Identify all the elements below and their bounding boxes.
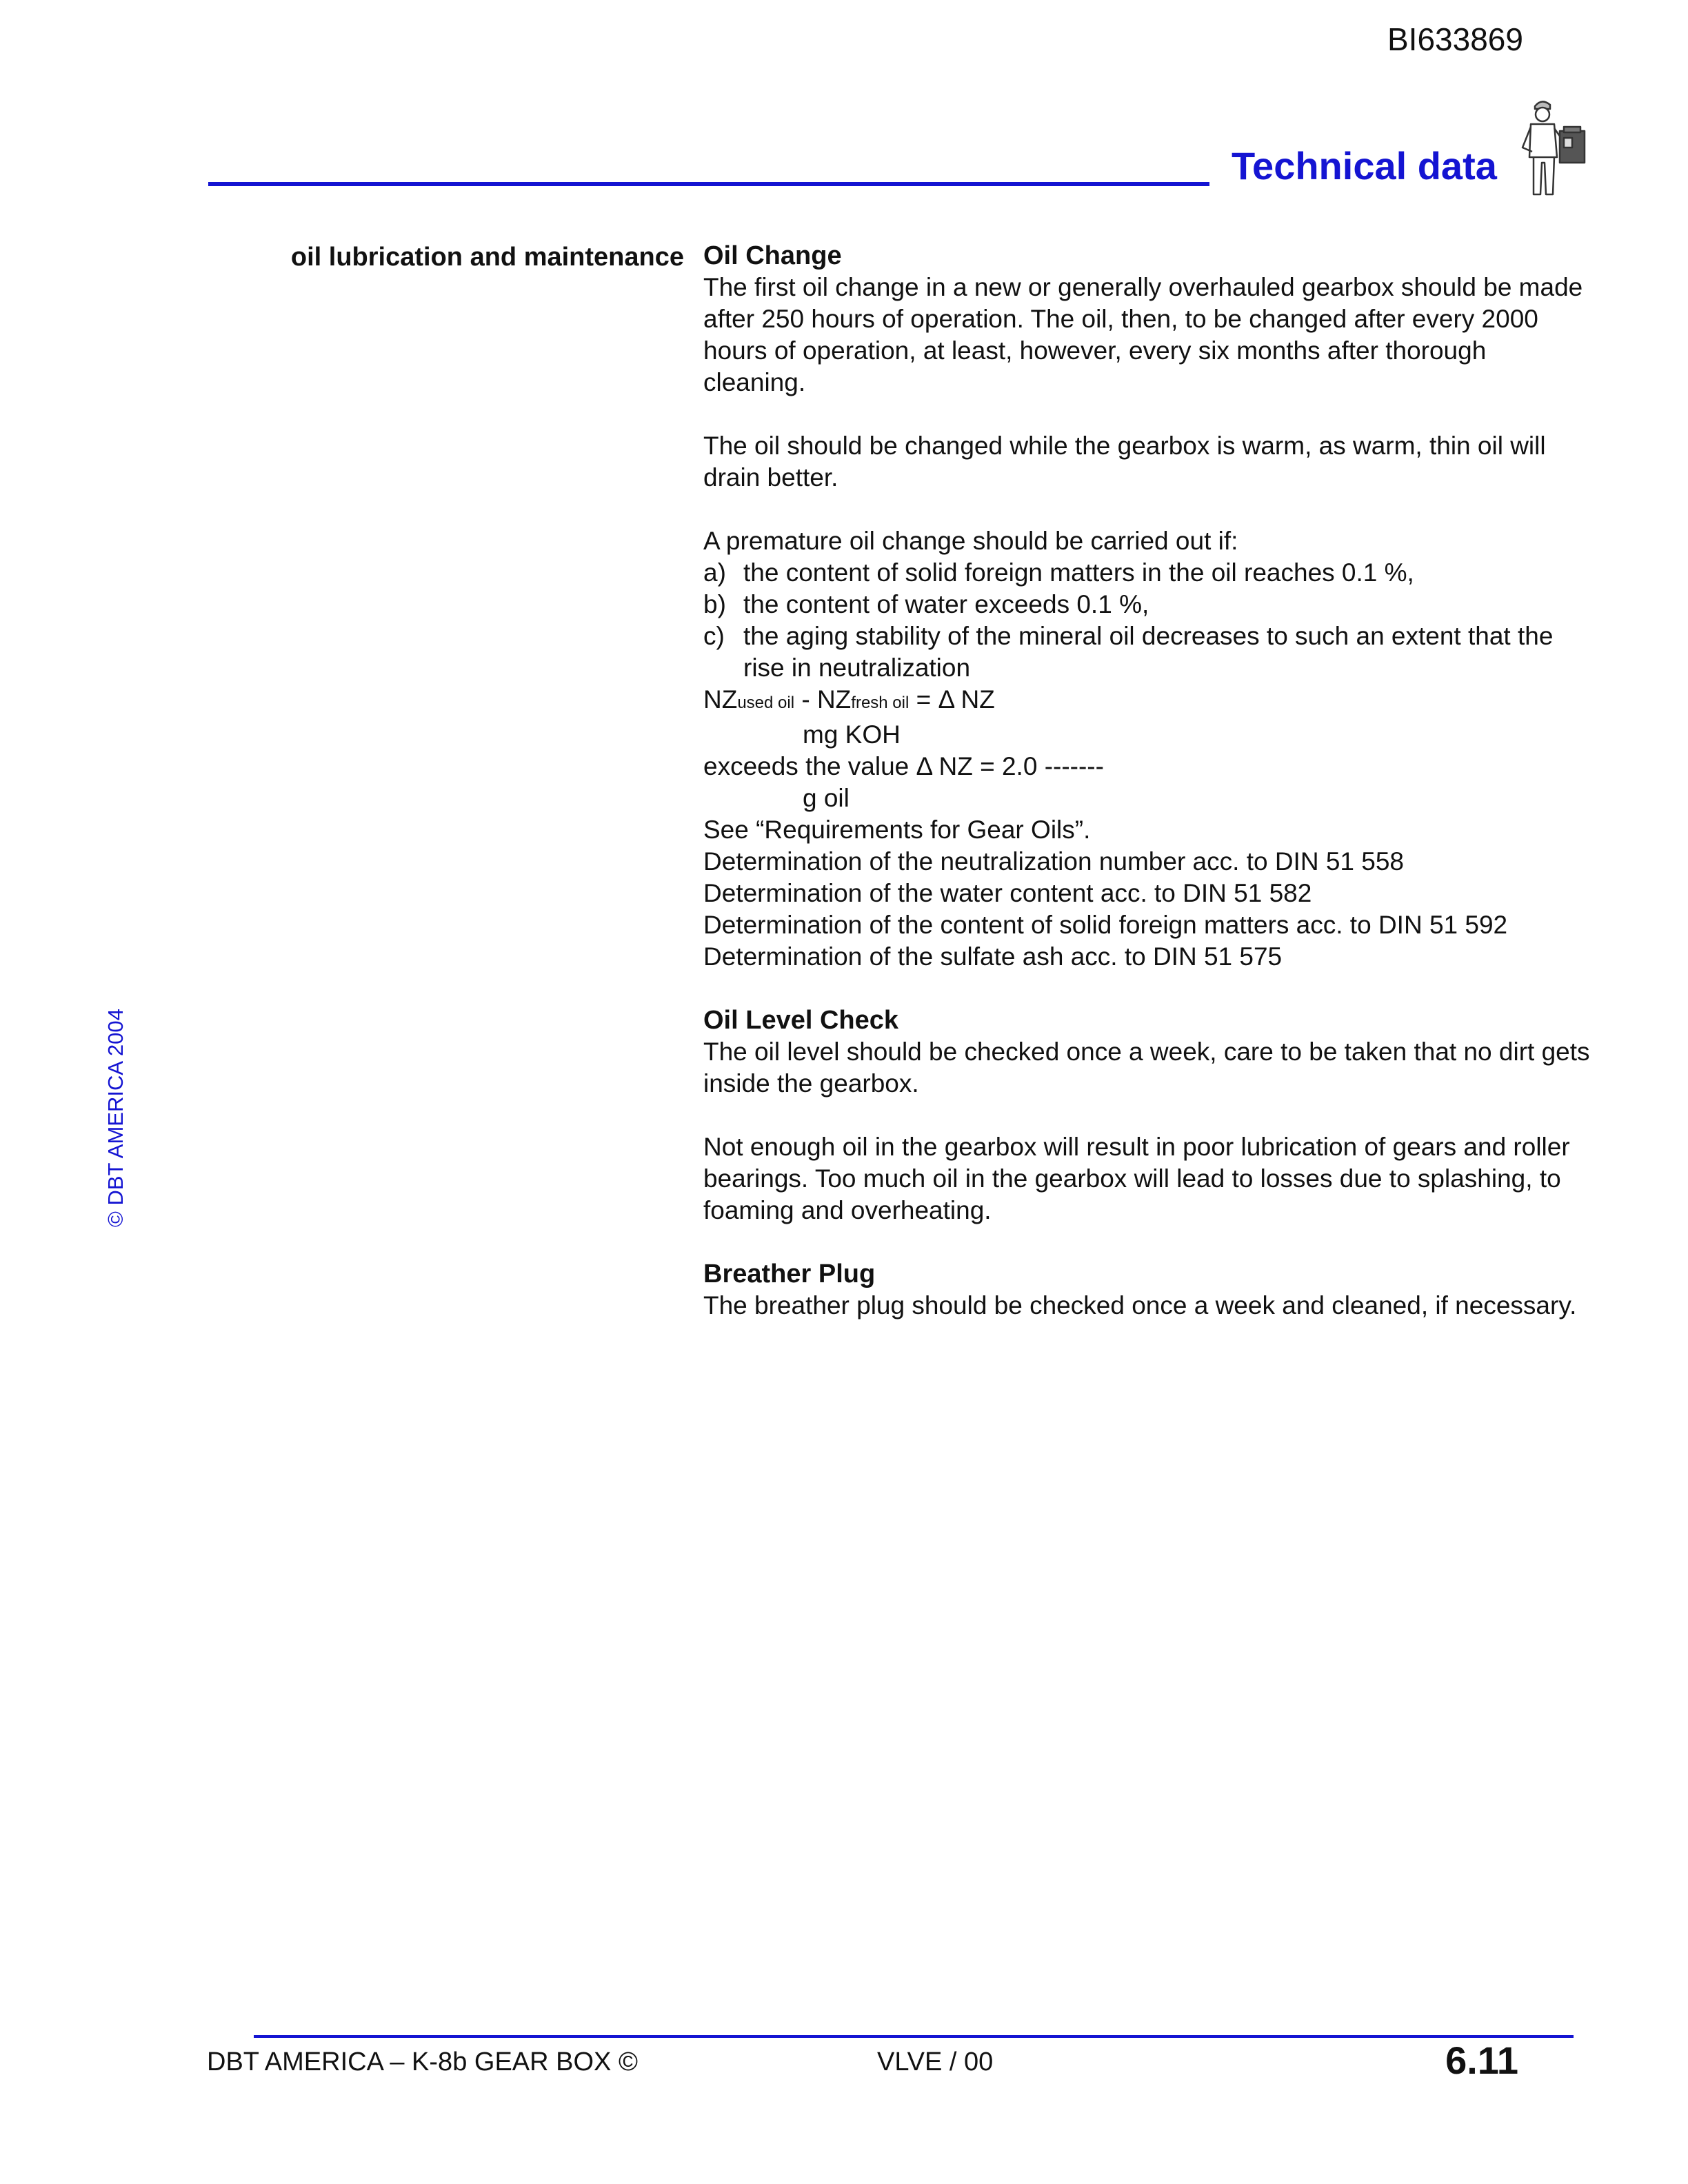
formula-subscript-used: used oil: [737, 694, 795, 712]
main-content: [703, 240, 1593, 1322]
page-number: 6.11: [1445, 2039, 1518, 2082]
premature-change-intro: A premature oil change should be carried out if:: [703, 527, 1238, 555]
copyright-notice: © DBT AMERICA 2004: [103, 1009, 128, 1227]
unit-numerator: mg KOH: [803, 720, 901, 749]
list-text: the aging stability of the mineral oil decreases to such an extent that the rise in neutralization: [743, 622, 1554, 682]
list-item: [703, 589, 1593, 620]
header-rule: [208, 182, 1209, 186]
oil-change-paragraph-2: The oil should be changed while the gearbox is warm, as warm, thin oil will drain better.: [703, 432, 1546, 492]
unit-denominator: g oil: [803, 784, 850, 812]
footer-revision: VLVE / 00: [877, 2048, 994, 2076]
footer-rule: [254, 2035, 1574, 2038]
nz-symbol: NZ: [816, 685, 852, 714]
see-reference: See “Requirements for Gear Oils”.: [703, 816, 1091, 844]
nz-symbol: NZ: [703, 685, 738, 714]
list-text: the content of water exceeds 0.1 %,: [743, 590, 1149, 618]
oil-level-heading: Oil Level Check: [703, 1006, 899, 1035]
breather-plug-heading: Breather Plug: [703, 1260, 876, 1288]
list-letter: a): [703, 558, 726, 587]
list-item: [703, 620, 1593, 684]
list-text: the content of solid foreign matters in the oil reaches 0.1 %,: [743, 558, 1414, 587]
oil-change-paragraph-1: The first oil change in a new or generally overhauled gearbox should be made after 250 hours of operation. The oil, then, to be changed after every 2000 hours of operation, at least, however, every six months after thorough cleaning.: [703, 273, 1583, 396]
side-label: oil lubrication and maintenance: [290, 243, 684, 272]
document-id: BI633869: [1387, 21, 1523, 57]
list-letter: b): [703, 590, 726, 618]
section-title: Technical data: [1232, 144, 1497, 188]
oil-level-paragraph-1: The oil level should be checked once a week, care to be taken that no dirt gets inside the gearbox.: [703, 1038, 1590, 1098]
list-letter: c): [703, 622, 725, 650]
formula-subscript-fresh: fresh oil: [851, 694, 910, 712]
technician-with-toolbox-icon: [1516, 97, 1587, 200]
oil-level-paragraph-2: Not enough oil in the gearbox will result in poor lubrication of gears and roller bearings. Too much oil in the gearbox will lead to losses due to splashing, to foaming and overheating.: [703, 1133, 1570, 1224]
formula-result: = Δ NZ: [909, 685, 995, 714]
neutralization-formula: [703, 684, 1593, 719]
oil-change-heading: Oil Change: [703, 241, 842, 270]
formula-minus: -: [794, 685, 817, 714]
determination-line: Determination of the sulfate ash acc. to DIN 51 575: [703, 942, 1283, 971]
footer-document-title: DBT AMERICA – K-8b GEAR BOX ©: [207, 2048, 638, 2076]
determination-line: Determination of the water content acc. to DIN 51 582: [703, 879, 1312, 907]
breather-plug-paragraph: The breather plug should be checked once a week and cleaned, if necessary.: [703, 1291, 1577, 1320]
list-item: [703, 557, 1593, 589]
determination-line: Determination of the neutralization number acc. to DIN 51 558: [703, 847, 1405, 876]
exceeds-line: exceeds the value Δ NZ = 2.0 -------: [703, 752, 1104, 780]
determination-line: Determination of the content of solid foreign matters acc. to DIN 51 592: [703, 911, 1508, 939]
